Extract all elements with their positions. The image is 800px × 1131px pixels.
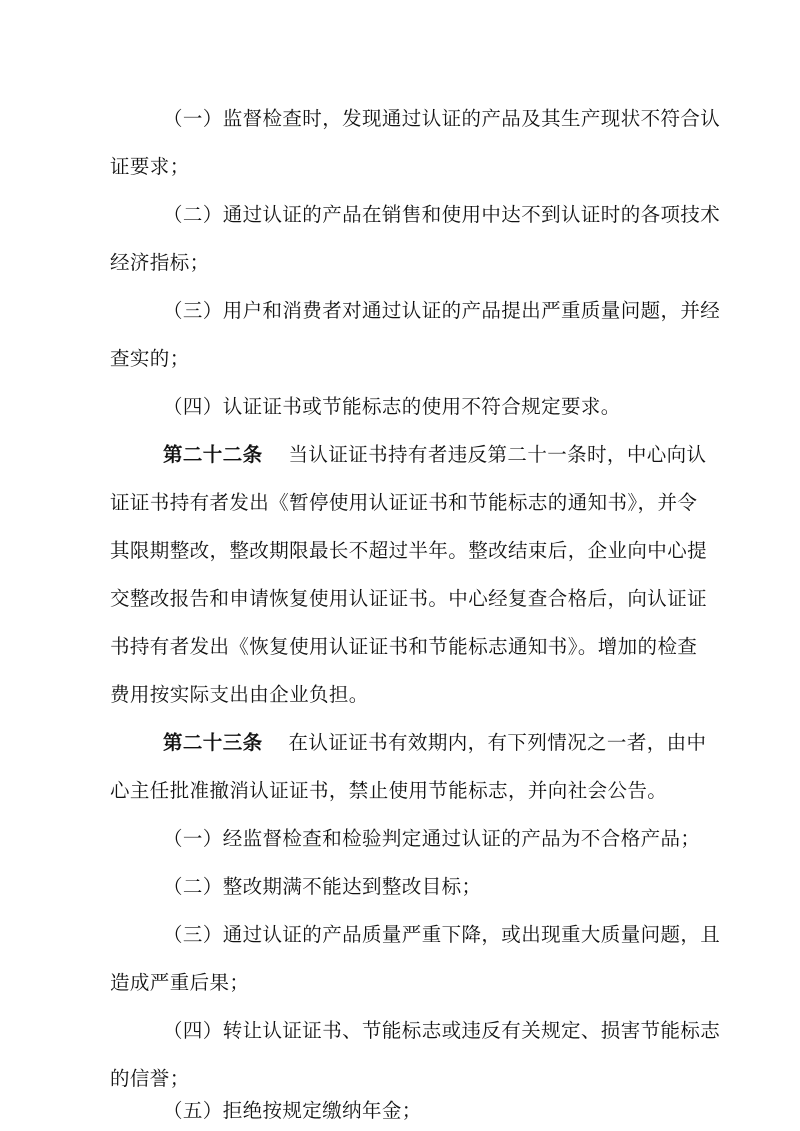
article-23-heading: 第二十三条 xyxy=(163,731,263,754)
article-23-line-1-text: 在认证证书有效期内，有下列情况之一者，由中 xyxy=(288,731,707,754)
clause-1-line-2: 证要求； xyxy=(110,155,190,178)
article-22-line-2: 证证书持有者发出《暂停使用认证证书和节能标志的通知书》，并令 xyxy=(110,491,698,514)
article-22-line-6: 费用按实际支出由企业负担。 xyxy=(110,683,369,706)
clause-4-line-1: （四）认证证书或节能标志的使用不符合规定要求。 xyxy=(163,395,621,418)
article-22-heading: 第二十二条 xyxy=(163,443,263,466)
article-23-item-4-line-2: 的信誉； xyxy=(110,1067,190,1090)
article-22-line-1 xyxy=(163,443,706,467)
article-23-item-3-line-1: （三）通过认证的产品质量严重下降，或出现重大质量问题，且 xyxy=(163,923,721,946)
article-23-line-2: 心主任批准撤消认证证书，禁止使用节能标志，并向社会公告。 xyxy=(110,779,668,802)
clause-2-line-1: （二）通过认证的产品在销售和使用中达不到认证时的各项技术 xyxy=(163,203,721,226)
article-23-item-1: （一）经监督检查和检验判定通过认证的产品为不合格产品； xyxy=(163,827,701,850)
article-23-item-4-line-1: （四）转让认证证书、节能标志或违反有关规定、损害节能标志 xyxy=(163,1019,721,1042)
article-22-line-3: 其限期整改，整改期限最长不超过半年。整改结束后，企业向中心提 xyxy=(110,539,708,562)
article-22-line-4: 交整改报告和申请恢复使用认证证书。中心经复查合格后，向认证证 xyxy=(110,587,708,610)
clause-1-line-1: （一）监督检查时，发现通过认证的产品及其生产现状不符合认 xyxy=(163,107,721,130)
article-23-item-3-line-2: 造成严重后果； xyxy=(110,971,250,994)
clause-3-line-1: （三）用户和消费者对通过认证的产品提出严重质量问题，并经 xyxy=(163,299,721,322)
clause-2-line-2: 经济指标； xyxy=(110,251,210,274)
article-23-item-5: （五）拒绝按规定缴纳年金； xyxy=(163,1099,422,1122)
article-22-line-5: 书持有者发出《恢复使用认证证书和节能标志通知书》。增加的检查 xyxy=(110,635,698,658)
clause-3-line-2: 查实的； xyxy=(110,347,190,370)
article-23-line-1 xyxy=(163,731,706,755)
article-23-item-2: （二）整改期满不能达到整改目标； xyxy=(163,875,482,898)
article-22-line-1-text: 当认证证书持有者违反第二十一条时，中心向认 xyxy=(288,443,707,466)
